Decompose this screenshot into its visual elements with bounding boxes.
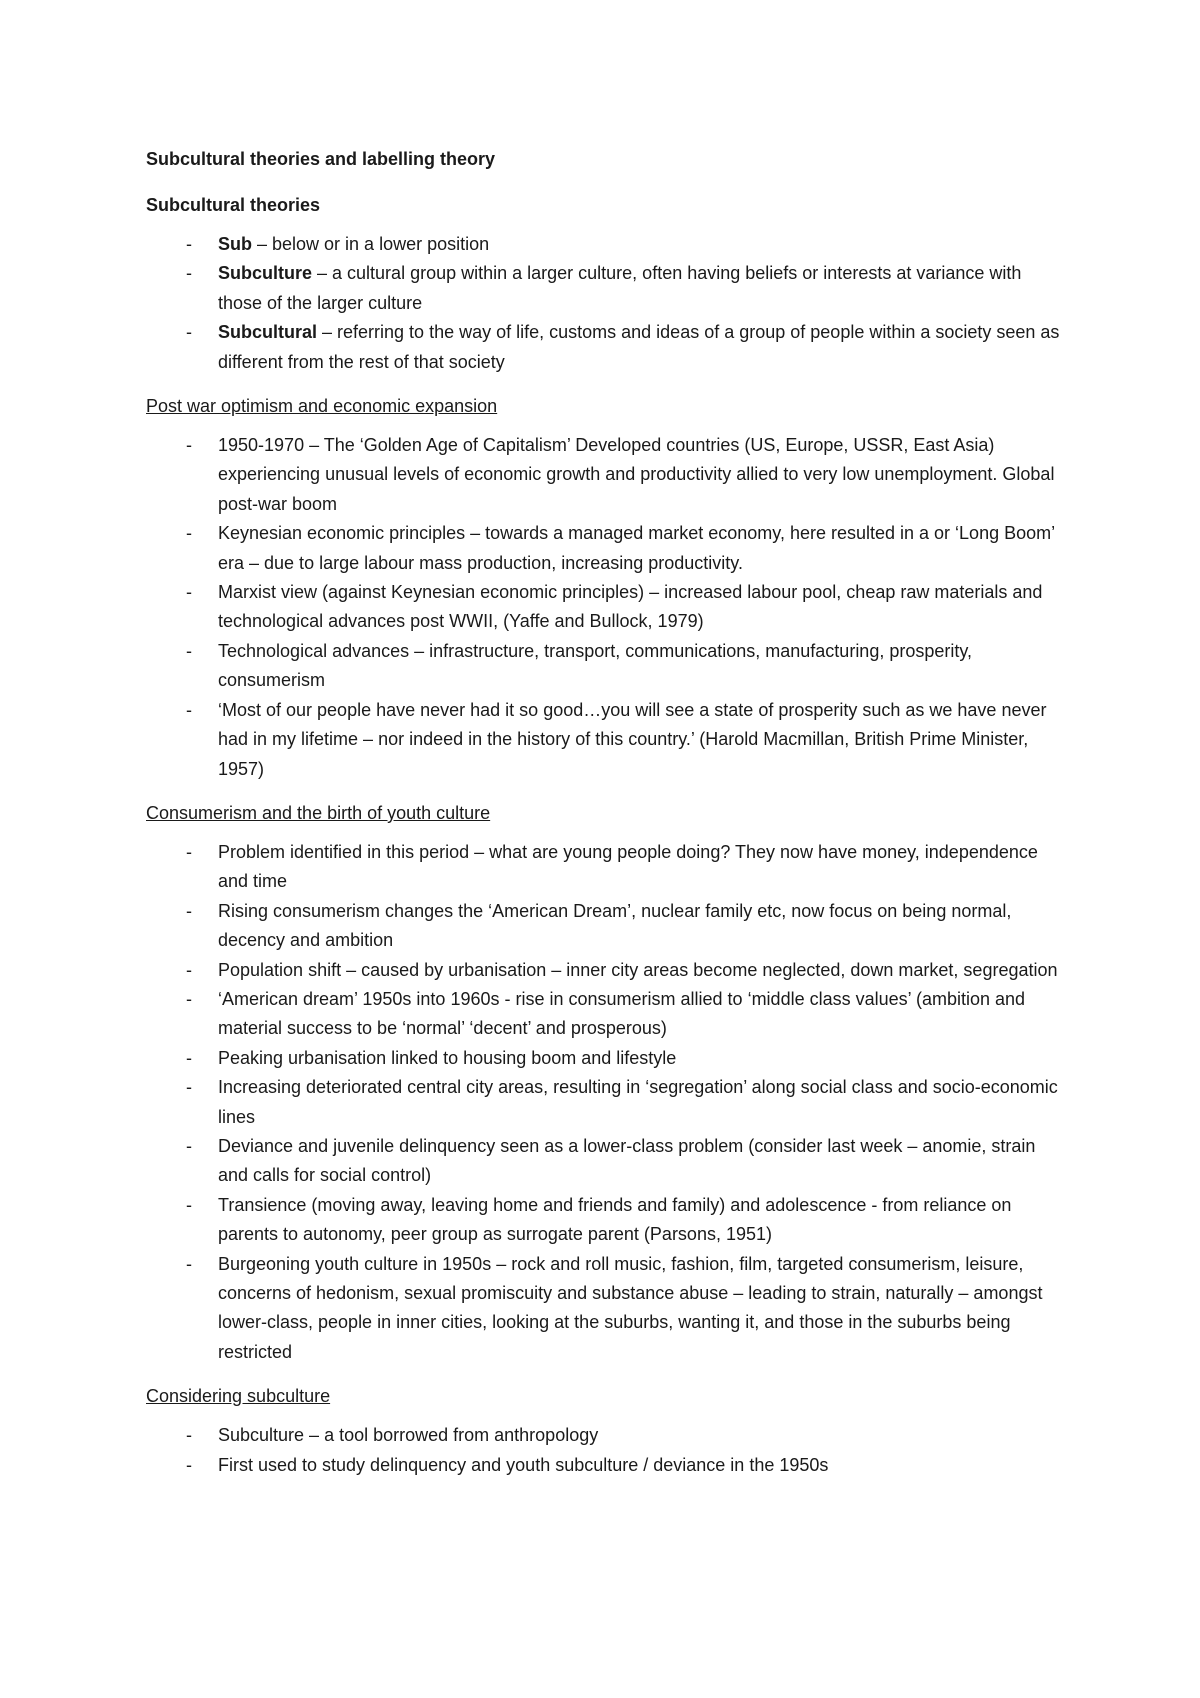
bullet-list	[146, 230, 1066, 377]
list-item-text: 1950-1970 – The ‘Golden Age of Capitalism’ Developed countries (US, Europe, USSR, East Asia) experiencing unusual levels of economic growth and productivity allied to very low unemployment. Global post-war boom	[218, 435, 1055, 514]
dash-bullet: -	[186, 1425, 192, 1446]
bullet-list	[146, 1421, 1066, 1480]
document-title: Subcultural theories and labelling theory	[146, 149, 496, 169]
list-item-text: Increasing deteriorated central city areas, resulting in ‘segregation’ along social class and socio-economic lines	[218, 1077, 1058, 1127]
section-heading: Considering subculture	[146, 1386, 331, 1407]
list-item-text: Transience (moving away, leaving home and friends and family) and adolescence - from reliance on parents to autonomy, peer group as surrogate parent (Parsons, 1951)	[218, 1194, 1012, 1245]
definition-term: Sub	[218, 234, 252, 254]
dash-bullet: -	[186, 523, 192, 544]
list-item-text: Peaking urbanisation linked to housing boom and lifestyle	[218, 1047, 677, 1068]
bullet-list	[146, 838, 1066, 1367]
list-item-text: Burgeoning youth culture in 1950s – rock and roll music, fashion, film, targeted consumerism, leisure, concerns of hedonism, sexual promiscuity and substance abuse – leading to strain, naturally – amongst lower-class, people in inner cities, looking at the suburbs, wanting it, and those in the suburbs being restricted	[218, 1253, 1043, 1362]
list-item-text: Subculture – a tool borrowed from anthropology	[218, 1425, 599, 1446]
dash-bullet: -	[186, 841, 192, 862]
section-heading: Consumerism and the birth of youth culture	[146, 802, 491, 823]
list-item-text: – below or in a lower position	[252, 234, 490, 254]
list-item	[146, 897, 1066, 956]
dash-bullet: -	[186, 699, 192, 720]
list-item	[146, 230, 1066, 259]
section-heading: Subcultural theories	[146, 195, 321, 215]
list-item-text: First used to study delinquency and youth subculture / deviance in the 1950s	[218, 1454, 829, 1475]
list-item	[146, 1191, 1066, 1250]
definition-term: Subcultural	[218, 322, 318, 343]
list-item	[146, 1421, 1066, 1450]
list-item	[146, 519, 1066, 578]
list-item-text: Rising consumerism changes the ‘American Dream’, nuclear family etc, now focus on being normal, decency and ambition	[218, 900, 1012, 951]
list-item	[146, 259, 1066, 318]
dash-bullet: -	[186, 234, 192, 254]
section-heading: Post war optimism and economic expansion	[146, 396, 498, 417]
list-item	[146, 838, 1066, 897]
dash-bullet: -	[186, 435, 192, 456]
list-item-text: Population shift – caused by urbanisation – inner city areas become neglected, down market, segregation	[218, 959, 1058, 980]
list-item	[146, 1073, 1066, 1132]
dash-bullet: -	[186, 959, 192, 980]
dash-bullet: -	[186, 322, 192, 343]
dash-bullet: -	[186, 1454, 192, 1475]
bullet-list	[146, 431, 1066, 784]
list-item	[146, 1044, 1066, 1073]
list-item	[146, 985, 1066, 1044]
list-item-text: Problem identified in this period – what are young people doing? They now have money, independence and time	[218, 841, 1038, 892]
list-item	[146, 431, 1066, 519]
document-body	[146, 192, 1066, 1480]
dash-bullet: -	[186, 900, 192, 921]
list-item-text: Technological advances – infrastructure, transport, communications, manufacturing, prosperity, consumerism	[218, 640, 973, 691]
list-item	[146, 637, 1066, 696]
list-item	[146, 1132, 1066, 1191]
dash-bullet: -	[186, 1077, 192, 1098]
list-item-text: ‘Most of our people have never had it so good…you will see a state of prosperity such as we have never had in my lifetime – nor indeed in the history of this country.’ (Harold Macmillan, British Prime Minister, 1957)	[218, 699, 1047, 779]
dash-bullet: -	[186, 988, 192, 1009]
list-item	[146, 696, 1066, 784]
dash-bullet: -	[186, 1047, 192, 1068]
dash-bullet: -	[186, 1253, 192, 1274]
list-item-text: Keynesian economic principles – towards a managed market economy, here resulted in a or ‘Long Boom’ era – due to large labour mass production, increasing productivity.	[218, 523, 1055, 573]
list-item-text: ‘American dream’ 1950s into 1960s - rise in consumerism allied to ‘middle class values’ (ambition and material success to be ‘normal’ ‘decent’ and prosperous)	[218, 988, 1026, 1039]
list-item	[146, 1451, 1066, 1480]
dash-bullet: -	[186, 263, 192, 284]
list-item	[146, 318, 1066, 377]
list-item	[146, 578, 1066, 637]
dash-bullet: -	[186, 582, 192, 603]
list-item-text: – referring to the way of life, customs and ideas of a group of people within a society seen as different from the rest of that society	[218, 322, 1060, 372]
definition-term: Subculture	[218, 263, 313, 284]
dash-bullet: -	[186, 1194, 192, 1215]
list-item-text: Marxist view (against Keynesian economic principles) – increased labour pool, cheap raw materials and technological advances post WWII, (Yaffe and Bullock, 1979)	[218, 582, 1043, 632]
dash-bullet: -	[186, 1135, 192, 1156]
list-item-text: Deviance and juvenile delinquency seen as a lower-class problem (consider last week – anomie, strain and calls for social control)	[218, 1135, 1036, 1186]
list-item	[146, 956, 1066, 985]
document-page	[146, 146, 1066, 1480]
dash-bullet: -	[186, 640, 192, 661]
list-item-text: – a cultural group within a larger culture, often having beliefs or interests at variance with those of the larger culture	[218, 263, 1022, 313]
list-item	[146, 1250, 1066, 1368]
